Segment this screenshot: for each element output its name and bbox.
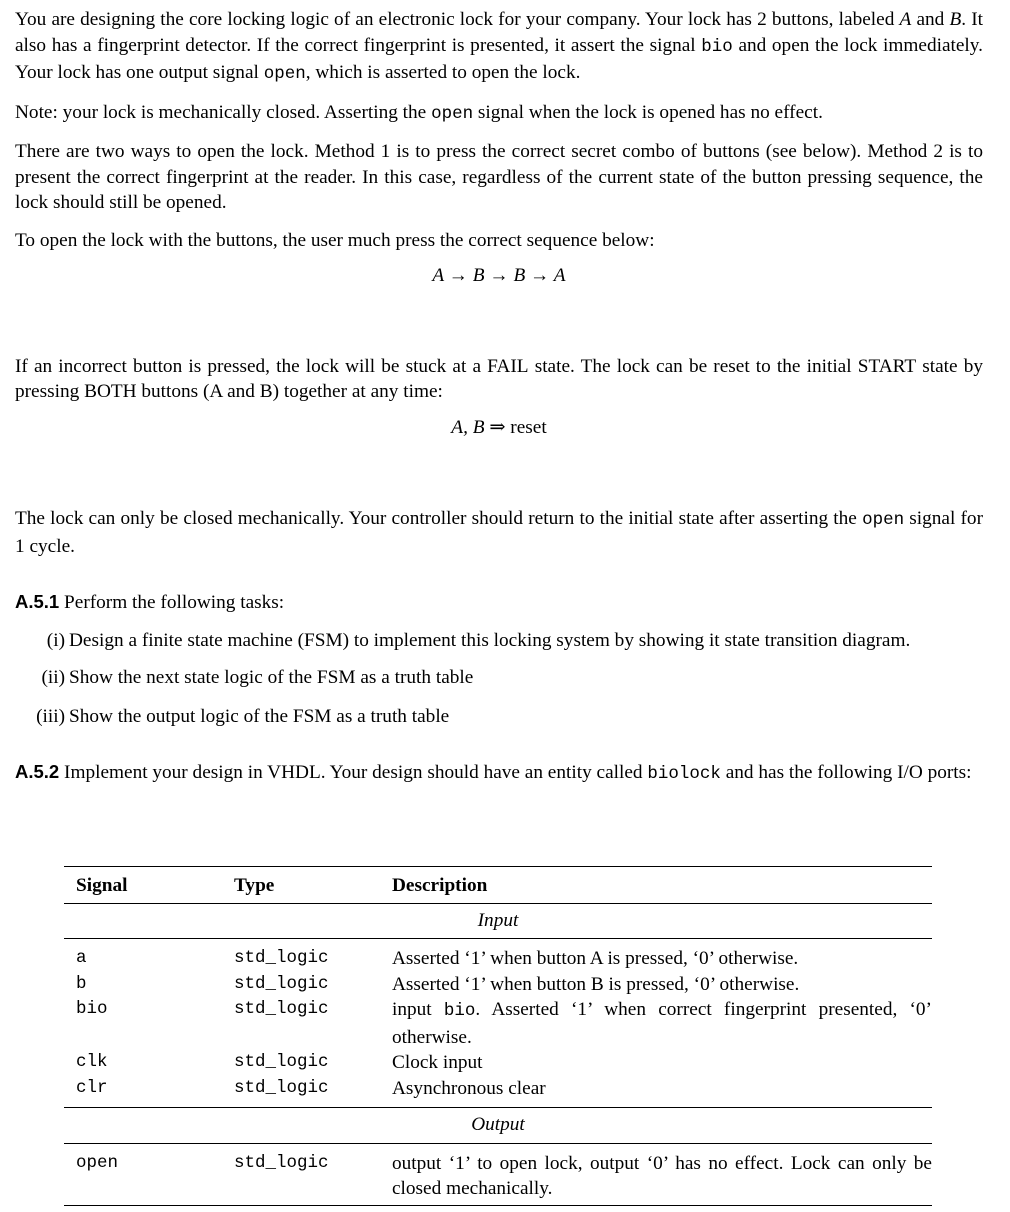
entity-name: biolock	[647, 764, 721, 784]
note-paragraph: Note: your lock is mechanically closed. Asserting the open signal when the lock is opened has no effect.	[15, 101, 823, 124]
table-row: bio std_logic input bio. Asserted ‘1’ when correct fingerprint presented, ‘0’ otherwise.	[76, 999, 932, 1048]
io-ports-table	[64, 866, 932, 1206]
table-row: clr std_logic Asynchronous clear	[76, 1077, 546, 1099]
output-group-label: Output	[471, 1114, 525, 1135]
signal-open: open	[431, 103, 474, 124]
input-group-label: Input	[477, 909, 519, 931]
methods-paragraph: There are two ways to open the lock. Method 1 is to press the correct secret combo of buttons (see below). Method 2 is to present the correct fingerprint at the reader. In this case, regardless of the current state of the button pressing sequence, the lock should still be opened.	[15, 141, 983, 213]
signal-open: open	[263, 64, 306, 84]
signal-open: open	[862, 510, 905, 530]
header-description: Description	[392, 875, 488, 896]
section-a52-paragraph: A.5.2 Implement your design in VHDL. Your design should have an entity called biolock and has the following I/O ports:	[15, 761, 972, 784]
intro-paragraph: You are designing the core locking logic of an electronic lock for your company. Your lock has 2 buttons, labeled A and B. It also has a fingerprint detector. If the correct fingerprint is presented, it assert the signal bio and open the lock immediately. Your lock has one output signal open, which is asserted to open the lock.	[15, 9, 984, 84]
closing-paragraph: The lock can only be closed mechanically. Your controller should return to the initial state after asserting the open signal for 1 cycle.	[15, 508, 983, 557]
button-b-label: B	[949, 9, 962, 30]
table-row: a std_logic Asserted ‘1’ when button A is pressed, ‘0’ otherwise.	[64, 939, 932, 972]
fail-paragraph: If an incorrect button is pressed, the lock will be stuck at a FAIL state. The lock can be reset to the initial START state by pressing BOTH buttons (A and B) together at any time:	[15, 355, 983, 402]
table-row: clk std_logic Clock input	[76, 1052, 483, 1073]
task-item: (iii) Show the output logic of the FSM as a truth table	[36, 705, 450, 727]
reset-equation: A, B ⇒ reset	[451, 416, 547, 438]
section-number: A.5.1	[15, 591, 60, 612]
task-item: (ii) Show the next state logic of the FSM as a truth table	[41, 667, 474, 688]
fail-state-label: FAIL	[487, 355, 529, 377]
button-a-label: A	[899, 9, 912, 30]
header-type: Type	[234, 875, 275, 896]
table-group-row	[64, 1108, 932, 1144]
sequence-equation: A → B → B → A	[432, 265, 566, 286]
task-item: (i) Design a finite state machine (FSM) to implement this locking system by showing it state transition diagram.	[46, 629, 911, 651]
header-signal: Signal	[76, 875, 128, 896]
table-header-row	[64, 867, 932, 904]
section-a51-heading: A.5.1 Perform the following tasks:	[15, 591, 285, 613]
task-list	[15, 628, 983, 730]
table-row: open std_logic output ‘1’ to open lock, output ‘0’ has no effect. Lock can only be closed mechanically.	[64, 1143, 932, 1205]
problem-document	[15, 7, 983, 788]
sequence-intro: To open the lock with the buttons, the user much press the correct sequence below:	[15, 229, 655, 251]
section-number: A.5.2	[15, 761, 60, 782]
table-group-row	[64, 903, 932, 939]
start-state-label: START	[857, 355, 917, 377]
signal-bio: bio	[701, 36, 733, 57]
table-row: b std_logic Asserted ‘1’ when button B is pressed, ‘0’ otherwise.	[76, 973, 800, 995]
